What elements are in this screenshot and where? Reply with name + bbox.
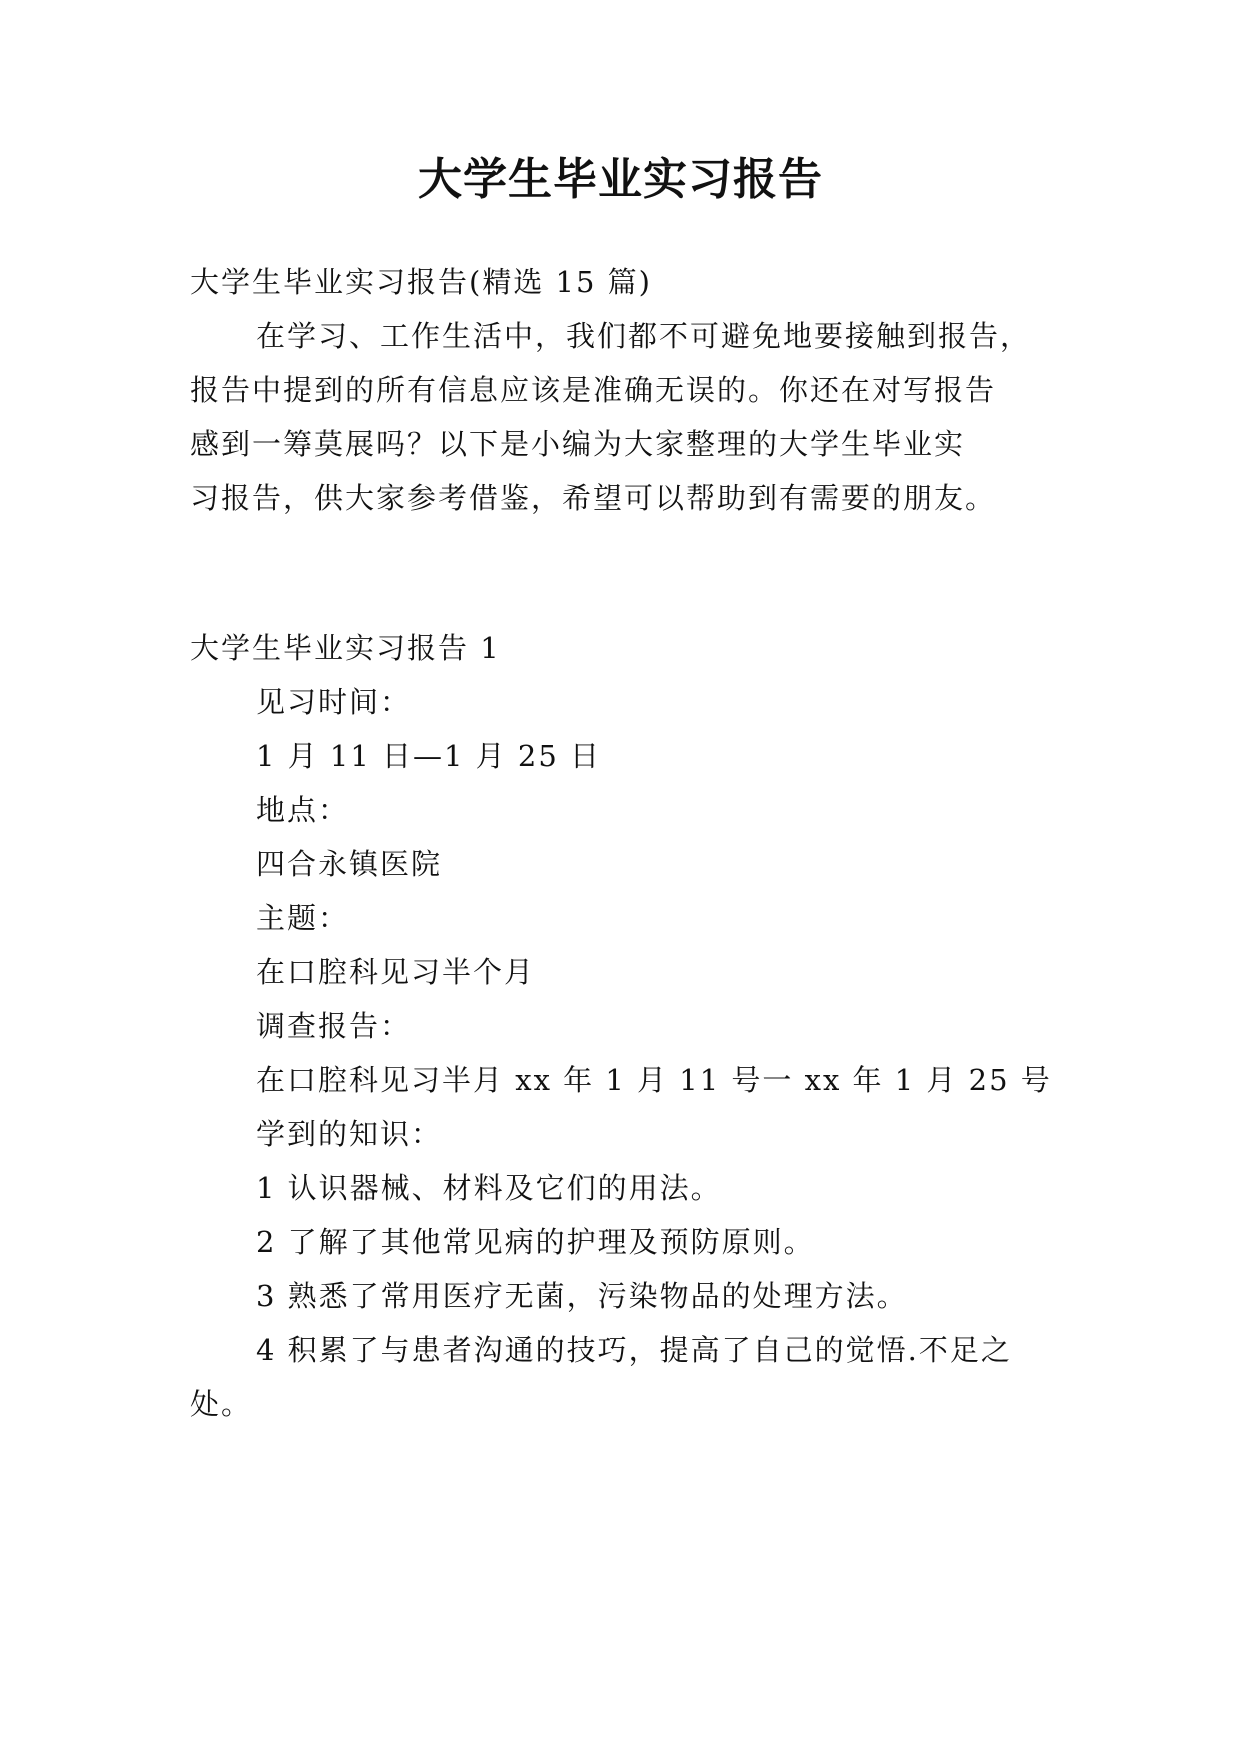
topic-value: 在口腔科见习半个月 [256,955,536,989]
intro-line-1: 在学习、工作生活中，我们都不可避免地要接触到报告， [256,319,1032,353]
place-label: 地点： [256,793,350,827]
time-value: 1 月 11 日—1 月 25 日 [256,739,602,773]
learned-label: 学到的知识： [256,1117,443,1151]
learned-item-2: 2 了解了其他常见病的护理及预防原则。 [256,1225,815,1259]
time-label: 见习时间： [256,685,412,719]
section-heading: 大学生毕业实习报告 1 [190,631,501,665]
place-value: 四合永镇医院 [256,847,443,881]
intro-line-4: 习报告，供大家参考借鉴，希望可以帮助到有需要的朋友。 [190,481,997,515]
document-subtitle: 大学生毕业实习报告(精选 15 篇) [190,265,652,299]
learned-item-1: 1 认识器械、材料及它们的用法。 [256,1171,722,1205]
topic-label: 主题： [256,901,350,935]
document-title: 大学生毕业实习报告 [418,154,823,205]
report-value: 在口腔科见习半月 xx 年 1 月 11 号一 xx 年 1 月 25 号 [256,1063,1052,1097]
intro-line-3: 感到一筹莫展吗？以下是小编为大家整理的大学生毕业实 [190,427,966,461]
learned-item-3: 3 熟悉了常用医疗无菌，污染物品的处理方法。 [256,1279,908,1313]
report-label: 调查报告： [256,1009,412,1043]
learned-item-4: 4 积累了与患者沟通的技巧，提高了自己的觉悟.不足之 [256,1333,1012,1367]
learned-item-4-continuation: 处。 [190,1387,253,1421]
intro-line-2: 报告中提到的所有信息应该是准确无误的。你还在对写报告 [190,373,997,407]
